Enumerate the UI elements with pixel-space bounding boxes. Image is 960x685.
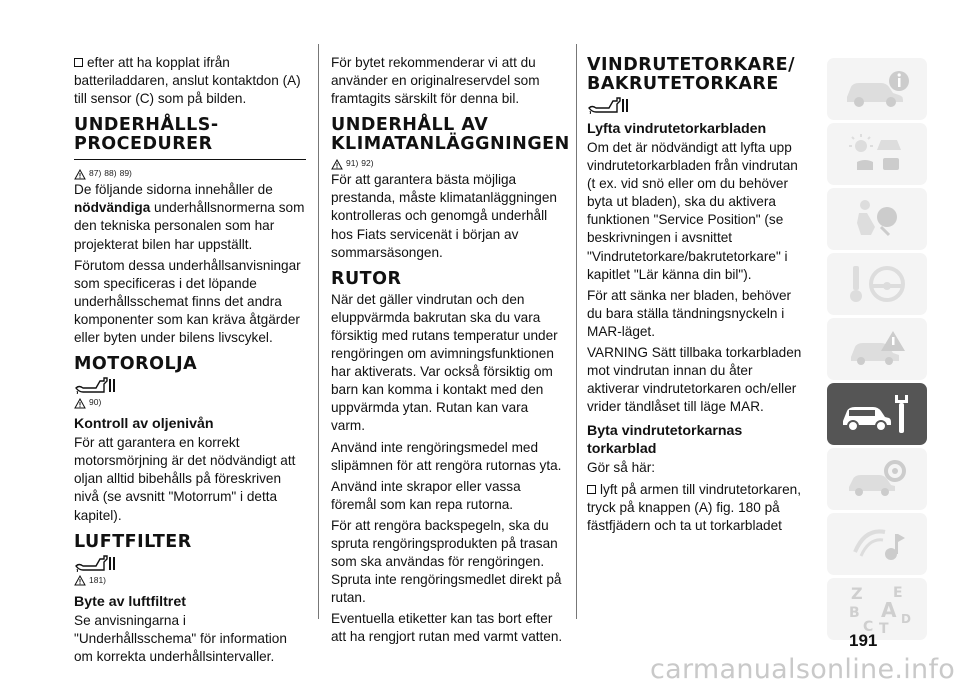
- bullet-box-icon: [74, 58, 83, 67]
- section-title: UNDERHÅLLS-PROCEDURER: [74, 116, 306, 160]
- index-letter: D: [901, 612, 911, 626]
- motorolja-refs: [74, 395, 306, 409]
- oil-flask-icon: [74, 376, 306, 394]
- klimat-refs: [331, 156, 563, 170]
- vindrutetorkare-title: VINDRUTETORKARE/ BAKRUTETORKARE: [587, 55, 796, 94]
- index-letter: C: [863, 619, 874, 635]
- section-refs: [74, 166, 306, 180]
- specifications-icon: [841, 457, 913, 501]
- index-letter: B: [849, 605, 860, 621]
- rutor-paragraph: För att rengöra backspegeln, ska du spruta rengöringsprodukten på trasan som ska användas för rengöringen. Spruta inte rengöringsmedlet direkt på rutan.: [331, 517, 562, 606]
- ref-number: 90): [89, 397, 102, 408]
- section-paragraph: De följande sidorna innehåller de nödvändiga underhållsnormerna som den tekniska personalen som har projekterat bilen har uppställt.: [74, 182, 305, 252]
- index-letter: Z: [851, 584, 863, 603]
- column-3: [587, 54, 807, 538]
- tab-maintenance[interactable]: [827, 383, 927, 445]
- kontroll-paragraph: För att garantera en korrekt motorsmörjning är det nödvändigt att oljan alltid bibehålls på föreskriven nivå (se avsnitt "Motorrum" i detta kapitel).: [74, 435, 296, 523]
- lyfta-paragraph: För att sänka ner bladen, behöver du bara ställa tändningsnyckeln i MAR-läget.: [587, 287, 792, 339]
- ref-number: 181): [89, 574, 107, 585]
- tab-starting[interactable]: [827, 253, 927, 315]
- multimedia-icon: [841, 522, 913, 566]
- klimat-paragraph: För att garantera bästa möjliga prestanda, måste klimatanläggningen kontrolleras och genomgå underhåll hos Fiats servicenät i början av sommarsäsongen.: [331, 172, 557, 260]
- luftfilter-refs: [74, 573, 306, 587]
- index-letter: E: [893, 585, 903, 601]
- warning-triangle-icon: [74, 397, 86, 408]
- bytet-paragraph: För bytet rekommenderar vi att du använder en originalreservdel som framtagits särskilt för denna bil.: [331, 55, 540, 107]
- bullet-box-icon: [587, 485, 596, 494]
- ref-number: 91): [346, 158, 359, 169]
- chapter-sidebar: [827, 58, 927, 643]
- tab-emergency[interactable]: [827, 318, 927, 380]
- oil-flask-icon: [587, 96, 807, 114]
- warning-triangle-icon: [74, 168, 86, 179]
- warning-triangle-icon: [331, 158, 343, 169]
- oil-flask-icon: [74, 554, 306, 572]
- lyfta-title: Lyfta vindrutetorkarbladen: [587, 121, 767, 137]
- car-info-icon: [841, 69, 913, 109]
- index-letters-icon: [841, 583, 913, 635]
- ref-number: 88): [104, 168, 117, 179]
- section-paragraph: Förutom dessa underhållsanvisningar som specificeras i det löpande underhållsschemat finns det andra komponenter som kan kräva åtgärder eller byten under bilens livscykel.: [74, 257, 301, 346]
- kontroll-title: Kontroll av oljenivån: [74, 416, 214, 433]
- key-steering-wheel-icon: [841, 262, 913, 306]
- rutor-paragraph: Använd inte rengöringsmedel med slipämnen för att rengöra rutornas yta.: [331, 439, 562, 473]
- tab-multimedia[interactable]: [827, 513, 927, 575]
- index-letter: T: [879, 621, 889, 635]
- car-wrench-icon: [837, 391, 917, 437]
- rutor-paragraph: Eventuella etiketter kan tas bort efter att ha rengjort rutan med varmt vatten.: [331, 611, 563, 645]
- column-divider: [576, 44, 577, 619]
- warning-car-icon: [841, 327, 913, 371]
- byta-torkarblad-title: Byta vindrutetorkarnas torkarblad: [587, 423, 743, 458]
- page-number: 191: [849, 631, 878, 650]
- byta-intro: Gör så här:: [587, 460, 655, 476]
- index-letter: A: [881, 598, 897, 622]
- klimat-title: UNDERHÅLL AV KLIMATANLÄGGNINGEN: [331, 115, 570, 155]
- tab-safety[interactable]: [827, 188, 927, 250]
- intro-paragraph: efter att ha kopplat ifrån batteriladdaren, anslut kontaktdon (A) till sensor (C) som på bilden.: [74, 55, 301, 107]
- varning-paragraph: VARNING Sätt tillbaka torkarbladen mot vindrutan innan du åter aktiverar vindrutetorkaren och/eller vrider tändlåset till läge MAR.: [587, 345, 802, 415]
- column-2: [331, 54, 570, 650]
- lyfta-paragraph: Om det är nödvändigt att lyfta upp vindrutetorkarbladen från vindrutan (t ex. vid snö eller om du behöver byta ut bladen), ska du aktivera funktionen "Service Position" (se beskrivningen i avsnittet "Vindrutetorkare/bakrutetorkare" i kapitlet "Lär känna din bil").: [587, 140, 798, 282]
- rutor-title: RUTOR: [331, 268, 402, 289]
- watermark: carmanualsonline.info: [650, 654, 956, 685]
- tab-specifications[interactable]: [827, 448, 927, 510]
- rutor-paragraph: När det gäller vindrutan och den eluppvärmda bakrutan ska du vara försiktig med rutans temperatur under rengöringen om avimningsfunktionen har aktiverats. Var också försiktig om barn kan komma i kontakt med den uppvärmda ytan. Rutan kan vara varm.: [331, 291, 558, 434]
- tab-dashboard[interactable]: [827, 123, 927, 185]
- column-1: [74, 54, 306, 669]
- airbag-seat-icon: [841, 197, 913, 241]
- motorolja-title: MOTOROLJA: [74, 354, 198, 375]
- byte-luftfilter-paragraph: Se anvisningarna i "Underhållsschema" för information om korrekta underhållsintervaller.: [74, 612, 287, 664]
- ref-number: 87): [89, 168, 102, 179]
- byta-step: lyft på armen till vindrutetorkaren, tryck på knappen (A) fig. 180 på fästfjädern och ta ut torkarbladet: [587, 481, 801, 533]
- ref-number: 92): [361, 158, 374, 169]
- warning-triangle-icon: [74, 574, 86, 585]
- dashboard-lights-icon: [841, 132, 913, 176]
- luftfilter-title: LUFTFILTER: [74, 531, 192, 552]
- byte-luftfilter-title: Byte av luftfiltret: [74, 593, 186, 610]
- ref-number: 89): [119, 168, 132, 179]
- tab-car-info[interactable]: [827, 58, 927, 120]
- rutor-paragraph: Använd inte skrapor eller vassa föremål som kan repa rutorna.: [331, 478, 521, 512]
- column-divider: [318, 44, 319, 619]
